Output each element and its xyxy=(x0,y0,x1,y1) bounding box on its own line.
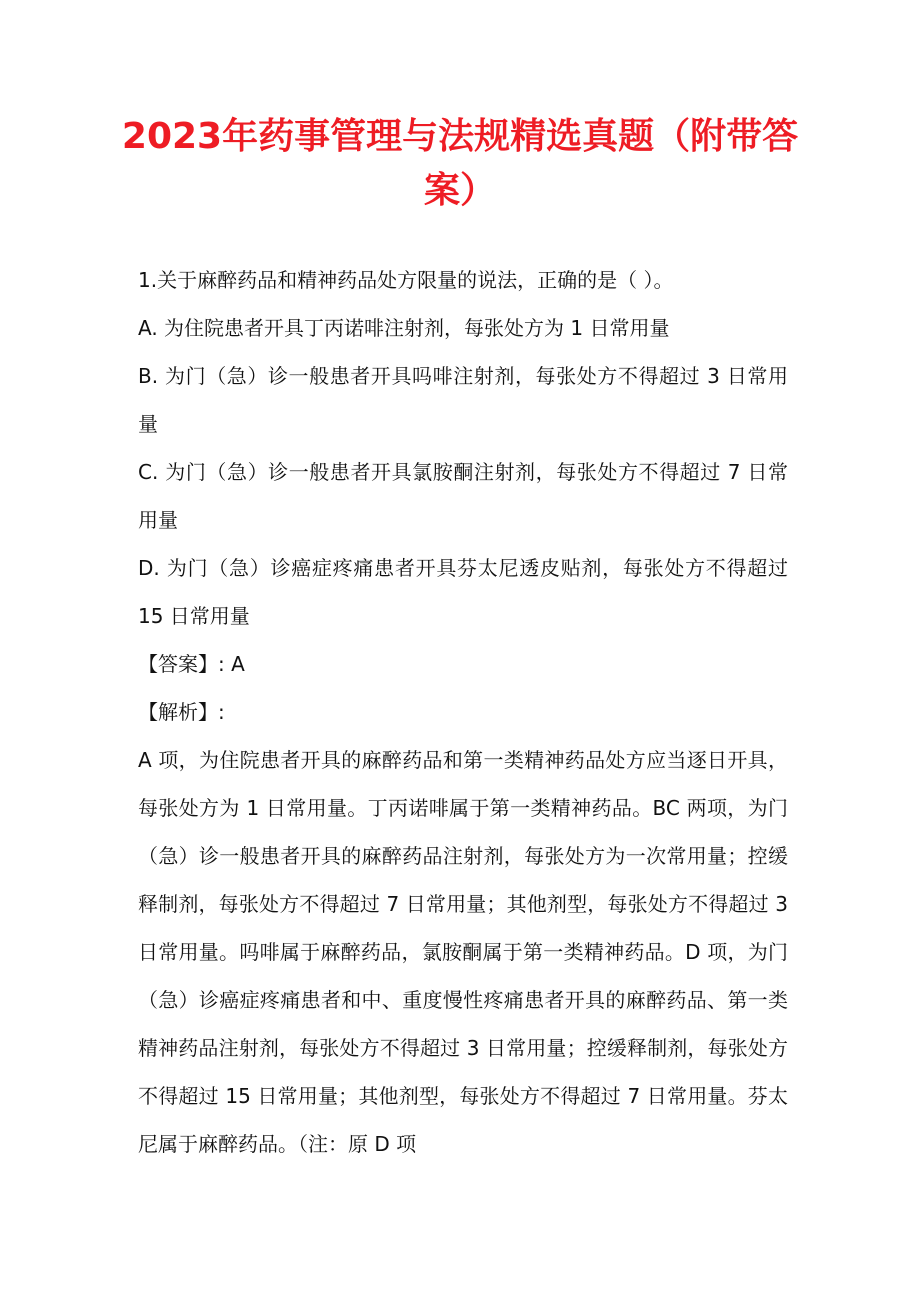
option-d: D. 为门（急）诊癌症疼痛患者开具芬太尼透皮贴剂，每张处方不得超过 15 日常用量 xyxy=(138,556,788,628)
analysis-text: A 项，为住院患者开具的麻醉药品和第一类精神药品处方应当逐日开具，每张处方为 1 日常用量。丁丙诺啡属于第一类精神药品。BC 两项，为门（急）诊一般患者开具的麻醉药品注射剂，每张处方为一次常用量；控缓释制剂，每张处方不得超过 7 日常用量；其他剂型，每张处方不得超过 3 日常用量。吗啡属于麻醉药品，氯胺酮属于第一类精神药品。D 项，为门（急）诊癌症疼痛患者和中、重度慢性疼痛患者开具的麻醉药品、第一类精神药品注射剂，每张处方不得超过 3 日常用量；控缓释制剂，每张处方不得超过 15 日常用量；其他剂型，每张处方不得超过 7 日常用量。芬太尼属于麻醉药品。（注：原 D 项 xyxy=(138,748,788,1156)
option-b: B. 为门（急）诊一般患者开具吗啡注射剂，每张处方不得超过 3 日常用量 xyxy=(138,364,788,436)
option-a: A. 为住院患者开具丁丙诺啡注射剂，每张处方为 1 日常用量 xyxy=(138,316,670,340)
question-stem: 1.关于麻醉药品和精神药品处方限量的说法，正确的是（ ）。 xyxy=(138,268,674,292)
document-title: 2023年药事管理与法规精选真题（附带答案） xyxy=(121,116,799,211)
analysis-label: 【解析】: xyxy=(138,700,225,724)
question-block xyxy=(138,256,788,1168)
answer-line: 【答案】: A xyxy=(138,652,245,676)
option-c: C. 为门（急）诊一般患者开具氯胺酮注射剂，每张处方不得超过 7 日常用量 xyxy=(138,460,788,532)
